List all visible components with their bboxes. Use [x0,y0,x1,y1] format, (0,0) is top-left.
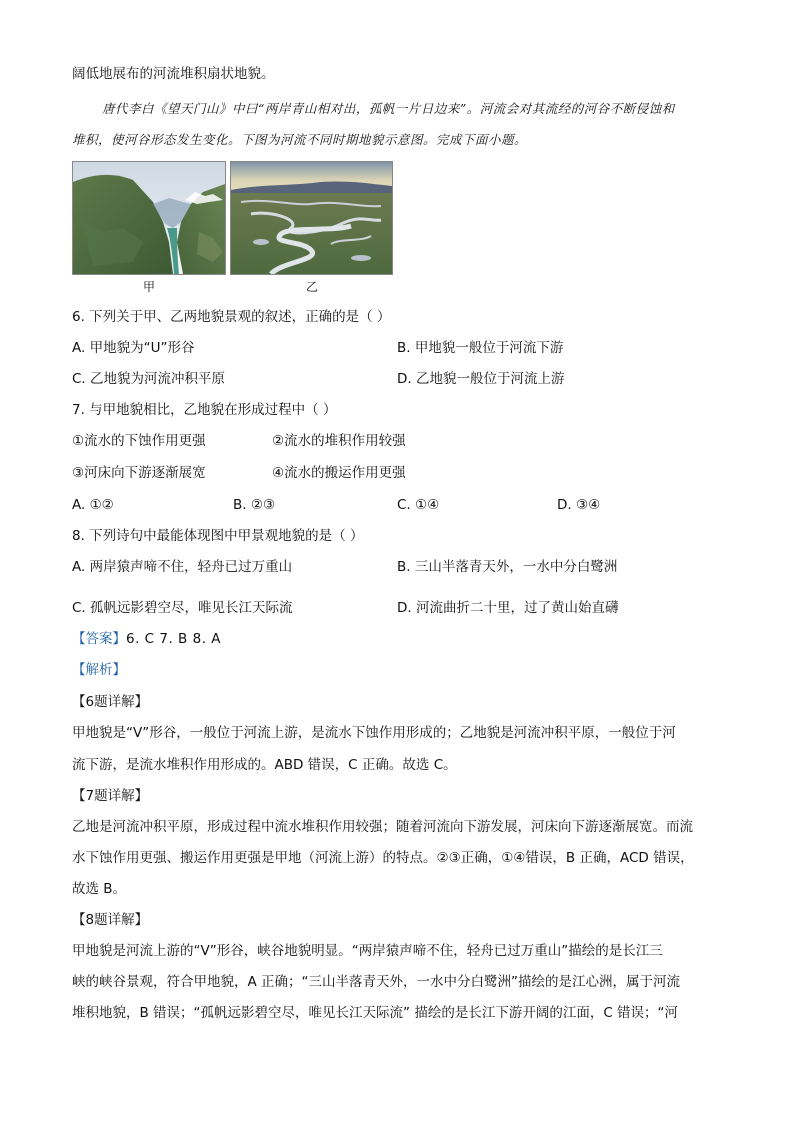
figure-yi-photo [230,161,393,275]
answer-values: 6. C 7. B 8. A [126,631,222,647]
q7-option-b: B. ②③ [233,497,276,513]
d6-title: 【6题详解】 [72,694,149,710]
q6-option-d: D. 乙地貌一般位于河流上游 [397,371,565,387]
q7-stem: 7. 与甲地貌相比，乙地貌在形成过程中（ ） [72,402,337,418]
q7-item-2: ②流水的堆积作用较强 [272,433,406,449]
q6-option-c: C. 乙地貌为河流冲积平原 [72,371,226,387]
intro-line-1: 唐代李白《望天门山》中曰“两岸青山相对出，孤帆一片日边来”。河流会对其流经的河谷不断侵蚀和 [102,101,675,116]
q7-item-4: ④流水的搬运作用更强 [272,465,406,481]
q6-option-a: A. 甲地貌为“U”形谷 [72,340,195,356]
figure-jia-caption: 甲 [143,280,156,294]
d6-line-1: 甲地貌是“V”形谷，一般位于河流上游，是流水下蚀作用形成的；乙地貌是河流冲积平原，一般位于河 [72,725,676,741]
q8-option-d: D. 河流曲折二十里，过了黄山始直礴 [397,600,619,616]
intro-line-2: 堆积，使河谷形态发生变化。下图为河流不同时期地貌示意图。完成下面小题。 [72,132,528,147]
q8-option-b: B. 三山半落青天外，一水中分白鹭洲 [397,559,618,575]
answer-line [72,629,221,649]
figure-jia-photo [72,161,226,275]
d8-line-3: 堆积地貌，B 错误；“孤帆远影碧空尽，唯见长江天际流” 描绘的是长江下游开阔的江面，C 错误；“河 [72,1005,679,1021]
d7-line-2: 水下蚀作用更强、搬运作用更强是甲地（河流上游）的特点。②③正确，①④错误，B 正确，ACD 错误， [72,850,694,866]
q7-option-c: C. ①④ [397,497,440,513]
answer-label: 【答案】 [72,631,126,647]
figure-yi-caption: 乙 [306,280,319,294]
q7-option-d: D. ③④ [557,497,601,513]
d8-line-1: 甲地貌是河流上游的“V”形谷，峡谷地貌明显。“两岸猿声啼不住，轻舟已过万重山”描绘的是长江三 [72,943,663,959]
analysis-label: 【解析】 [72,662,126,678]
d7-line-1: 乙地是河流冲积平原，形成过程中流水堆积作用较强；随着河流向下游发展，河床向下游逐渐展宽。而流 [72,819,693,835]
d7-line-3: 故选 B。 [72,881,127,897]
q7-item-3: ③河床向下游逐渐展宽 [72,465,206,481]
d8-title: 【8题详解】 [72,912,149,928]
q8-stem: 8. 下列诗句中最能体现图中甲景观地貌的是（ ） [72,528,364,544]
q6-stem: 6. 下列关于甲、乙两地貌景观的叙述，正确的是（ ） [72,309,391,325]
q7-option-a: A. ①② [72,497,114,513]
q8-option-a: A. 两岸猿声啼不住，轻舟已过万重山 [72,559,293,575]
q7-item-1: ①流水的下蚀作用更强 [72,433,206,449]
q6-option-b: B. 甲地貌一般位于河流下游 [397,340,564,356]
d6-line-2: 流下游，是流水堆积作用形成的。ABD 错误，C 正确。故选 C。 [72,757,457,773]
d7-title: 【7题详解】 [72,788,149,804]
top-text: 阔低地展布的河流堆积扇状地貌。 [72,66,275,82]
d8-line-2: 峡的峡谷景观，符合甲地貌，A 正确；“三山半落青天外，一水中分白鹭洲”描绘的是江心洲，属于河流 [72,974,681,990]
q8-option-c: C. 孤帆远影碧空尽，唯见长江天际流 [72,600,293,616]
